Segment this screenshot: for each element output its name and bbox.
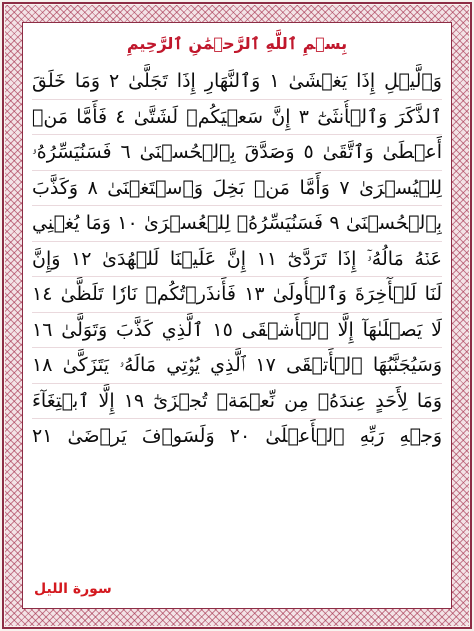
- verse-line: ٱلذَّكَرَ وَٱلۡأُنثَىٰٓ ٣ إِنَّ سَعۡيَكُمۡ لَشَتَّىٰ ٤ فَأَمَّا مَنۡ: [32, 100, 442, 136]
- verse-line: وَجۡهِ رَبِّهِ ٱلۡأَعۡلَىٰ ٢٠ وَلَسَوۡفَ يَرۡضَىٰ ٢١: [32, 425, 442, 447]
- verse-line: وَٱلَّيۡلِ إِذَا يَغۡشَىٰ ١ وَٱلنَّهَارِ إِذَا تَجَلَّىٰ ٢ وَمَا خَلَقَ: [32, 64, 442, 100]
- verse-lines: [32, 64, 442, 454]
- text-area: [26, 26, 448, 605]
- verse-line: بِٱلۡحُسۡنَىٰ ٩ فَسَنُيَسِّرُهُۥ لِلۡعُسۡرَىٰ ١٠ وَمَا يُغۡنِي: [32, 206, 442, 242]
- verse-line: وَسَيُجَنَّبُهَا ٱلۡأَتۡقَى ١٧ ٱلَّذِي يُؤۡتِي مَالَهُۥ يَتَزَكَّىٰ ١٨: [32, 348, 442, 384]
- verse-line: لِلۡيُسۡرَىٰ ٧ وَأَمَّا مَنۢ بَخِلَ وَٱسۡتَغۡنَىٰ ٨ وَكَذَّبَ: [32, 171, 442, 207]
- verse-line: لَا يَصۡلَىٰهَآ إِلَّا ٱلۡأَشۡقَى ١٥ ٱلَّذِي كَذَّبَ وَتَوَلَّىٰ ١٦: [32, 313, 442, 349]
- basmala-heading: بِسۡمِ ٱللَّهِ ٱلرَّحۡمَٰنِ ٱلرَّحِيمِ: [126, 34, 348, 53]
- verse-line: وَمَا لِأَحَدٍ عِندَهُۥ مِن نِّعۡمَةٖ تُجۡزَىٰٓ ١٩ إِلَّا ٱبۡتِغَآءَ: [32, 384, 442, 420]
- verse-line: أَعۡطَىٰ وَٱتَّقَىٰ ٥ وَصَدَّقَ بِٱلۡحُسۡنَىٰ ٦ فَسَنُيَسِّرُهُۥ: [32, 135, 442, 171]
- verse-line: عَنۡهُ مَالُهُۥٓ إِذَا تَرَدَّىٰٓ ١١ إِنَّ عَلَيۡنَا لَلۡهُدَىٰ ١٢ وَإِنَّ: [32, 242, 442, 278]
- surah-name-label: سورة الليل: [34, 581, 112, 597]
- verse-line: لَنَا لَلۡأٓخِرَةَ وَٱلۡأُولَىٰ ١٣ فَأَنذَرۡتُكُمۡ نَارٗا تَلَظَّىٰ ١٤: [32, 277, 442, 313]
